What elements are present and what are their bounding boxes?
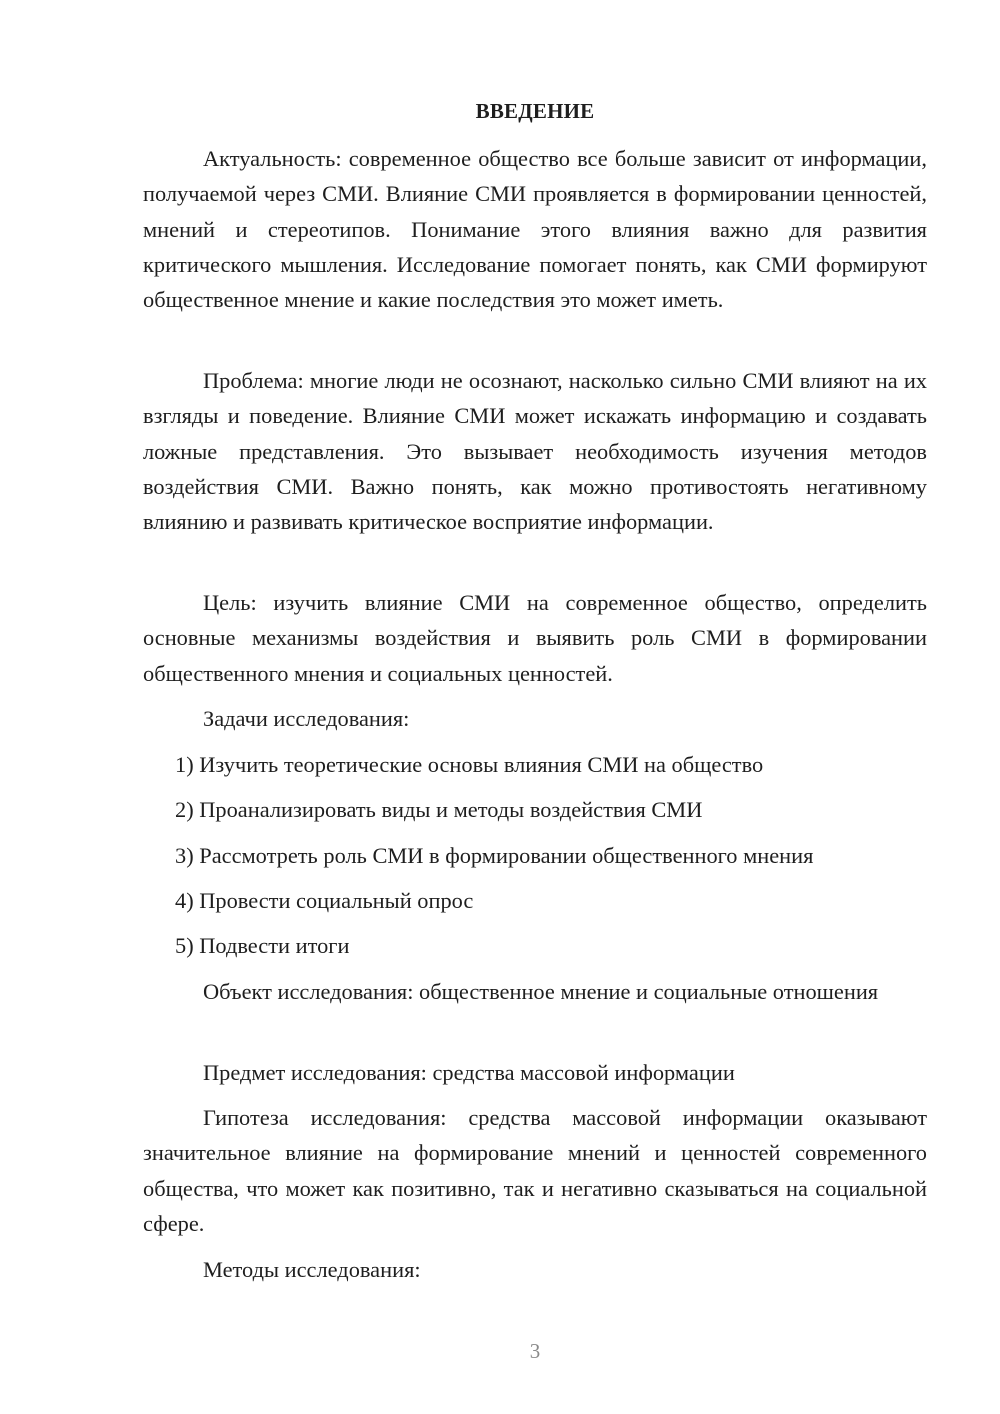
paragraph-problem: Проблема: многие люди не осознают, насколько сильно СМИ влияют на их взгляды и поведение. Влияние СМИ может искажать информацию и создавать ложные представления. Это вызывает необходимость изучения методов воздействия СМИ. Важно понять, как можно противостоять негативному влиянию и развивать критическое восприятие информации. [143, 368, 927, 535]
task-item-3: 3) Рассмотреть роль СМИ в формировании общественного мнения [175, 843, 814, 868]
task-item-5: 5) Подвести итоги [175, 933, 350, 958]
document-page [143, 0, 927, 1414]
section-title: ВВЕДЕНИЕ [475, 99, 595, 123]
paragraph-subject: Предмет исследования: средства массовой информации [203, 1060, 735, 1085]
task-item-4: 4) Провести социальный опрос [175, 888, 474, 913]
task-item-1: 1) Изучить теоретические основы влияния СМИ на общество [175, 752, 764, 777]
paragraph-object: Объект исследования: общественное мнение и социальные отношения [203, 979, 879, 1004]
methods-heading: Методы исследования: [203, 1257, 421, 1282]
task-item-2: 2) Проанализировать виды и методы воздействия СМИ [175, 797, 703, 822]
paragraph-relevance: Актуальность: современное общество все больше зависит от информации, получаемой через СМИ. Влияние СМИ проявляется в формировании ценностей, мнений и стереотипов. Понимание этого влияния важно для развития критического мышления. Исследование помогает понять, как СМИ формируют общественное мнение и какие последствия это может иметь. [143, 146, 927, 313]
paragraph-hypothesis: Гипотеза исследования: средства массовой информации оказывают значительное влияние на формирование мнений и ценностей современного общества, что может как позитивно, так и негативно сказываться на социальной сфере. [143, 1105, 927, 1236]
page-number: 3 [529, 1339, 541, 1363]
tasks-heading: Задачи исследования: [203, 706, 410, 731]
paragraph-goal: Цель: изучить влияние СМИ на современное общество, определить основные механизмы воздействия и выявить роль СМИ в формировании общественного мнения и социальных ценностей. [143, 590, 927, 686]
